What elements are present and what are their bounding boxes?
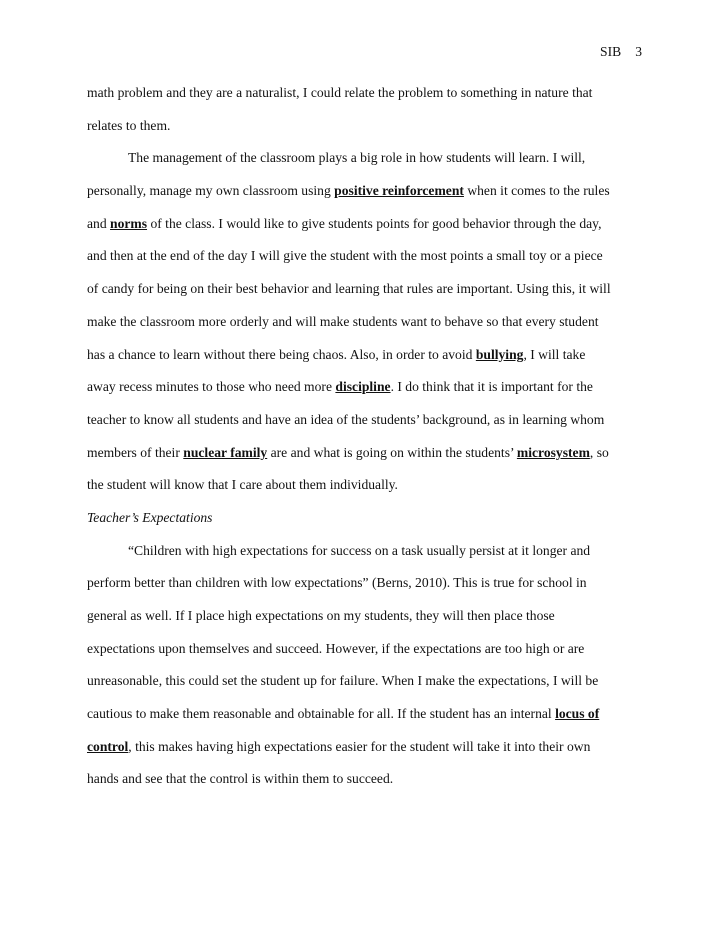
text-run: “Children with high expectations for success on a task usually persist at it longer and [128, 542, 591, 558]
page-number: 3 [635, 44, 642, 59]
text-line [87, 306, 647, 339]
text-line [87, 240, 647, 273]
text-line [87, 273, 647, 306]
text-run: cautious to make them reasonable and obtainable for all. If the student has an internal [87, 706, 556, 722]
text-run: , this makes having high expectations easier for the student will take it into their own [128, 738, 591, 754]
text-line [87, 77, 647, 110]
text-run: , I will take [523, 346, 586, 362]
text-line [87, 404, 647, 437]
text-run: members of their [87, 444, 184, 460]
text-run: the student will know that I care about them individually. [87, 477, 398, 493]
key-term: microsystem [516, 444, 590, 460]
text-line [87, 339, 647, 372]
text-run: , so [589, 444, 609, 460]
document-body [87, 77, 647, 796]
text-run: of the class. I would like to give students points for good behavior through the day, [147, 215, 602, 231]
text-line [87, 469, 647, 502]
page-header [600, 44, 642, 60]
key-term: norms [110, 215, 148, 231]
text-run: relates to them. [87, 117, 171, 133]
text-line [87, 698, 647, 731]
text-line [87, 763, 647, 796]
text-run: make the classroom more orderly and will make students want to behave so that every student [87, 313, 599, 329]
text-run: and [87, 215, 111, 231]
text-run: and then at the end of the day I will give the student with the most points a small toy or a piece [87, 248, 603, 264]
text-line [87, 371, 647, 404]
text-run: has a chance to learn without there being chaos. Also, in order to avoid [87, 346, 476, 362]
text-line [87, 665, 647, 698]
text-run: when it comes to the rules [463, 183, 610, 199]
text-run: . I do think that it is important for the [390, 379, 593, 395]
text-line [87, 535, 647, 568]
section-heading [87, 502, 647, 535]
key-term: bullying [475, 346, 524, 362]
text-run: teacher to know all students and have an idea of the students’ background, as in learning whom [87, 411, 605, 427]
text-line [87, 437, 647, 470]
text-line [87, 633, 647, 666]
text-run: math problem and they are a naturalist, I could relate the problem to something in nature that [87, 85, 593, 100]
text-run: personally, manage my own classroom using [87, 183, 335, 199]
text-run: general as well. If I place high expectations on my students, they will then place those [87, 608, 555, 623]
text-run: are and what is going on within the students’ [267, 444, 517, 460]
text-run: unreasonable, this could set the student up for failure. When I make the expectations, I will be [87, 673, 599, 689]
text-line [87, 731, 647, 764]
text-line [87, 208, 647, 241]
text-run: The management of the classroom plays a big role in how students will learn. I will, [128, 150, 586, 166]
text-line [87, 110, 647, 143]
text-line [87, 142, 647, 175]
text-run: perform better than children with low expectations” (Berns, 2010). This is true for school in [87, 575, 587, 591]
running-head: SIB [600, 44, 622, 59]
text-line [87, 600, 647, 633]
key-term: locus of [555, 706, 600, 722]
key-term: control [87, 738, 129, 754]
text-run: expectations upon themselves and succeed. However, if the expectations are too high or are [87, 640, 585, 656]
text-run: Teacher’s Expectations [87, 509, 213, 525]
text-run: of candy for being on their best behavior and learning that rules are important. Using this, it will [87, 281, 611, 297]
text-run: away recess minutes to those who need more [87, 379, 336, 395]
key-term: nuclear family [183, 444, 268, 460]
text-run: hands and see that the control is within them to succeed. [87, 771, 394, 787]
text-line [87, 567, 647, 600]
key-term: positive reinforcement [334, 183, 464, 199]
text-line [87, 175, 647, 208]
key-term: discipline [335, 379, 391, 395]
